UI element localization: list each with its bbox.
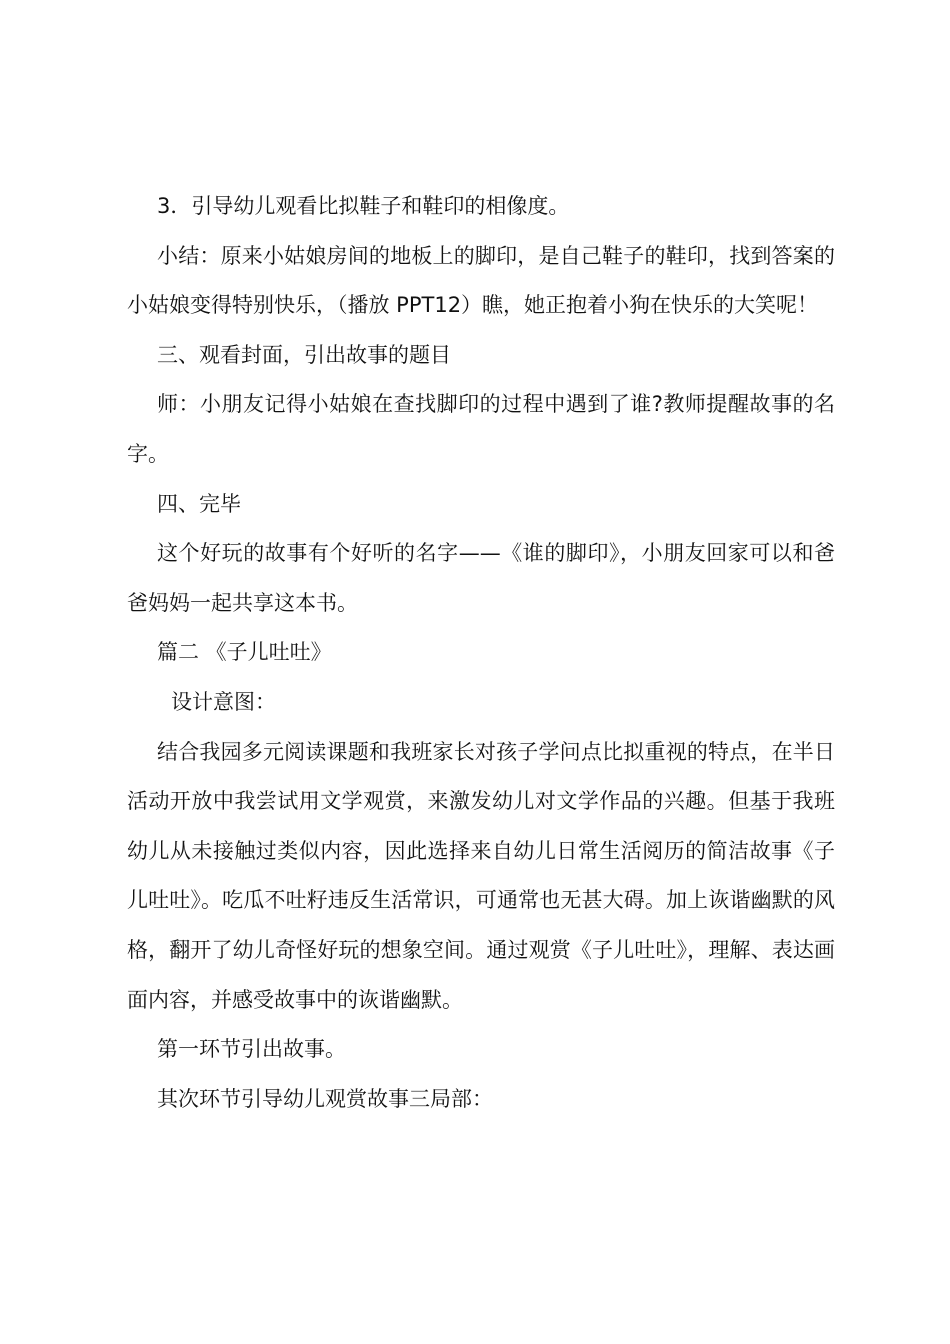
design-intent-paragraph: 结合我园多元阅读课题和我班家长对孩子学问点比拟重视的特点，在半日活动开放中我尝试用文学观赏，来激发幼儿对文学作品的兴趣。但基于我班幼儿从未接触过类似内容，因此选择来自幼儿日常生活阅历的简洁故事《子儿吐吐》。吃瓜不吐籽违反生活常识，可通常也无甚大碍。加上诙谐幽默的风格，翻开了幼儿奇怪好玩的想象空间。通过观赏《子儿吐吐》，理解、表达画面内容，并感受故事中的诙谐幽默。	[127, 739, 835, 1012]
step-one-paragraph: 第一环节引出故事。	[157, 1037, 346, 1062]
summary-paragraph: 小结：原来小姑娘房间的地板上的脚印，是自己鞋子的鞋印，找到答案的小姑娘变得特别快乐，（播放 PPT12）瞧，她正抱着小狗在快乐的大笑呢！	[127, 243, 835, 318]
closing-paragraph: 这个好玩的故事有个好听的名字——《谁的脚印》，小朋友回家可以和爸爸妈妈一起共享这本书。	[127, 541, 835, 615]
section-4-heading: 四、完毕	[157, 491, 241, 516]
step-3-paragraph: 3．引导幼儿观看比拟鞋子和鞋印的相像度。	[157, 194, 570, 218]
teacher-question-paragraph: 师：小朋友记得小姑娘在查找脚印的过程中遇到了谁?教师提醒故事的名字。	[127, 392, 835, 466]
section-3-heading: 三、观看封面，引出故事的题目	[157, 342, 451, 367]
step-two-paragraph: 其次环节引导幼儿观赏故事三局部：	[157, 1086, 493, 1111]
design-intent-heading: 设计意图：	[171, 689, 276, 714]
document-body	[127, 182, 835, 1124]
part-2-title: 篇二 《子儿吐吐》	[157, 640, 332, 665]
